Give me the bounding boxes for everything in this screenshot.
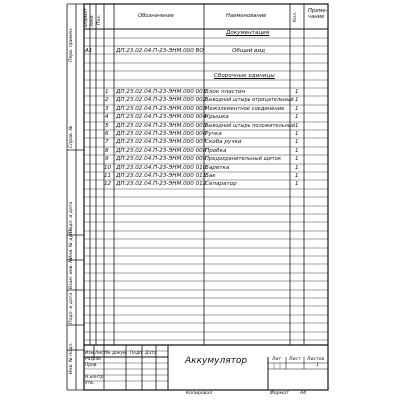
- designation-column-header: Обозначение: [138, 13, 174, 19]
- general-view-designation: ДП.23.02.04.П-23-ЭНМ.000 ВО: [116, 48, 204, 54]
- item-designation: ДП.23.02.04.П-23-ЭНМ.000 008: [116, 148, 207, 154]
- pos-column-header: Поз.: [97, 14, 102, 25]
- item-designation: ДП.23.02.04.П-23-ЭНМ.000 012: [116, 181, 207, 187]
- side-label-sign-date-1: Подп. и дата: [69, 201, 74, 233]
- item-name: Баретка: [205, 165, 230, 171]
- item-designation: ДП.23.02.04.П-23-ЭНМ.000 004: [116, 114, 207, 120]
- item-pos: 2: [105, 97, 109, 103]
- item-qty: 1: [295, 148, 299, 154]
- item-pos: 5: [105, 123, 109, 129]
- item-qty: 1: [295, 106, 299, 112]
- item-qty: 1: [295, 156, 299, 162]
- item-designation: ДП.23.02.04.П-23-ЭНМ.000 006: [116, 131, 207, 137]
- title-block-doc-no: № докум.: [106, 351, 128, 356]
- item-pos: 3: [105, 106, 109, 112]
- item-name: Скоба ручки: [205, 139, 242, 145]
- item-pos: 1: [105, 89, 109, 95]
- item-qty: 1: [295, 97, 299, 103]
- item-designation: ДП.23.02.04.П-23-ЭНМ.000 010: [116, 165, 207, 171]
- title-block-sign: Подп.: [130, 351, 144, 356]
- item-pos: 6: [105, 131, 109, 137]
- item-name: Предохранительный щиток: [205, 156, 282, 162]
- side-label-orig-no: Инв. № подл.: [69, 342, 74, 374]
- item-designation: ДП.23.02.04.П-23-ЭНМ.000 009: [116, 156, 207, 162]
- title-block-date: Дата: [145, 351, 157, 356]
- side-label-dup-no: Инв. № дубл.: [69, 227, 74, 259]
- title-block-developed: Разраб.: [85, 357, 103, 362]
- item-designation: ДП.23.02.04.П-23-ЭНМ.000 005: [116, 123, 207, 129]
- item-designation: ДП.23.02.04.П-23-ЭНМ.000 003: [116, 106, 207, 112]
- title-block-lit: Лит: [272, 357, 282, 362]
- item-name: Блок пластин: [205, 89, 246, 95]
- item-qty: 1: [295, 131, 299, 137]
- item-pos: 8: [105, 148, 109, 154]
- item-name: Крышка: [205, 114, 229, 120]
- item-pos: 9: [105, 156, 109, 162]
- side-label-sign-date-2: Подп. и дата: [69, 292, 74, 324]
- qty-column-header: Кол.: [293, 11, 298, 22]
- title-block-sheets-value: 1: [316, 363, 319, 368]
- item-pos: 12: [104, 181, 112, 187]
- assembly-units-section-heading: Сборочные единицы: [214, 73, 275, 79]
- item-designation: ДП.23.02.04.П-23-ЭНМ.000 001: [116, 89, 207, 95]
- item-name: Сепаратор: [205, 181, 237, 187]
- item-name: Пробка: [205, 148, 227, 154]
- item-name: Выводной штырь отрицательный: [205, 97, 294, 103]
- item-pos: 4: [105, 114, 109, 120]
- title-block-sheets: Листов: [307, 357, 325, 362]
- item-qty: 1: [295, 139, 299, 145]
- title-block-list: Лист: [95, 351, 107, 356]
- item-pos: 7: [105, 139, 109, 145]
- document-title: Аккумулятор: [185, 356, 248, 366]
- item-designation: ДП.23.02.04.П-23-ЭНМ.000 007: [116, 139, 207, 145]
- title-block-izm: Изм: [85, 351, 94, 356]
- item-pos: 11: [104, 173, 112, 179]
- note-column-header-line1: Приме-: [308, 8, 328, 14]
- side-label-ref-no: Справ. №: [69, 125, 74, 148]
- general-view-name: Общий вид: [232, 48, 265, 54]
- item-designation: ДП.23.02.04.П-23-ЭНМ.000 002: [116, 97, 207, 103]
- item-name: Межэлементное соединение: [205, 106, 285, 112]
- item-qty: 1: [295, 114, 299, 120]
- item-name: Бак: [205, 173, 216, 179]
- item-qty: 1: [295, 165, 299, 171]
- title-block-sheet: Лист: [289, 357, 301, 362]
- item-qty: 1: [295, 173, 299, 179]
- footer-copied: Копировал: [186, 391, 213, 396]
- item-designation: ДП.23.02.04.П-23-ЭНМ.000 011: [116, 173, 207, 179]
- general-view-format: А1: [85, 48, 93, 54]
- item-pos: 10: [104, 165, 112, 171]
- item-name: Выводной штырь положительный: [205, 123, 296, 129]
- zone-column-header: Зона: [90, 15, 95, 27]
- name-column-header: Наименование: [226, 13, 267, 19]
- side-label-first-use: Перв. примен.: [69, 27, 74, 62]
- item-name: Ручка: [205, 131, 222, 137]
- item-qty: 1: [295, 181, 299, 187]
- title-block-approved: Утв.: [85, 381, 95, 386]
- title-block-norm-control: Н.контр.: [85, 375, 105, 380]
- footer-format-label: Формат: [270, 391, 289, 396]
- item-qty: 1: [295, 123, 299, 129]
- item-qty: 1: [295, 89, 299, 95]
- note-column-header-line2: чание: [308, 14, 325, 20]
- format-column-header: Формат: [84, 8, 89, 27]
- title-block-checked: Пров.: [85, 363, 98, 368]
- documentation-section-heading: Документация: [226, 30, 270, 36]
- side-label-replace-no: Взам. инв. №: [69, 257, 74, 289]
- footer-format-value: А4: [300, 391, 307, 396]
